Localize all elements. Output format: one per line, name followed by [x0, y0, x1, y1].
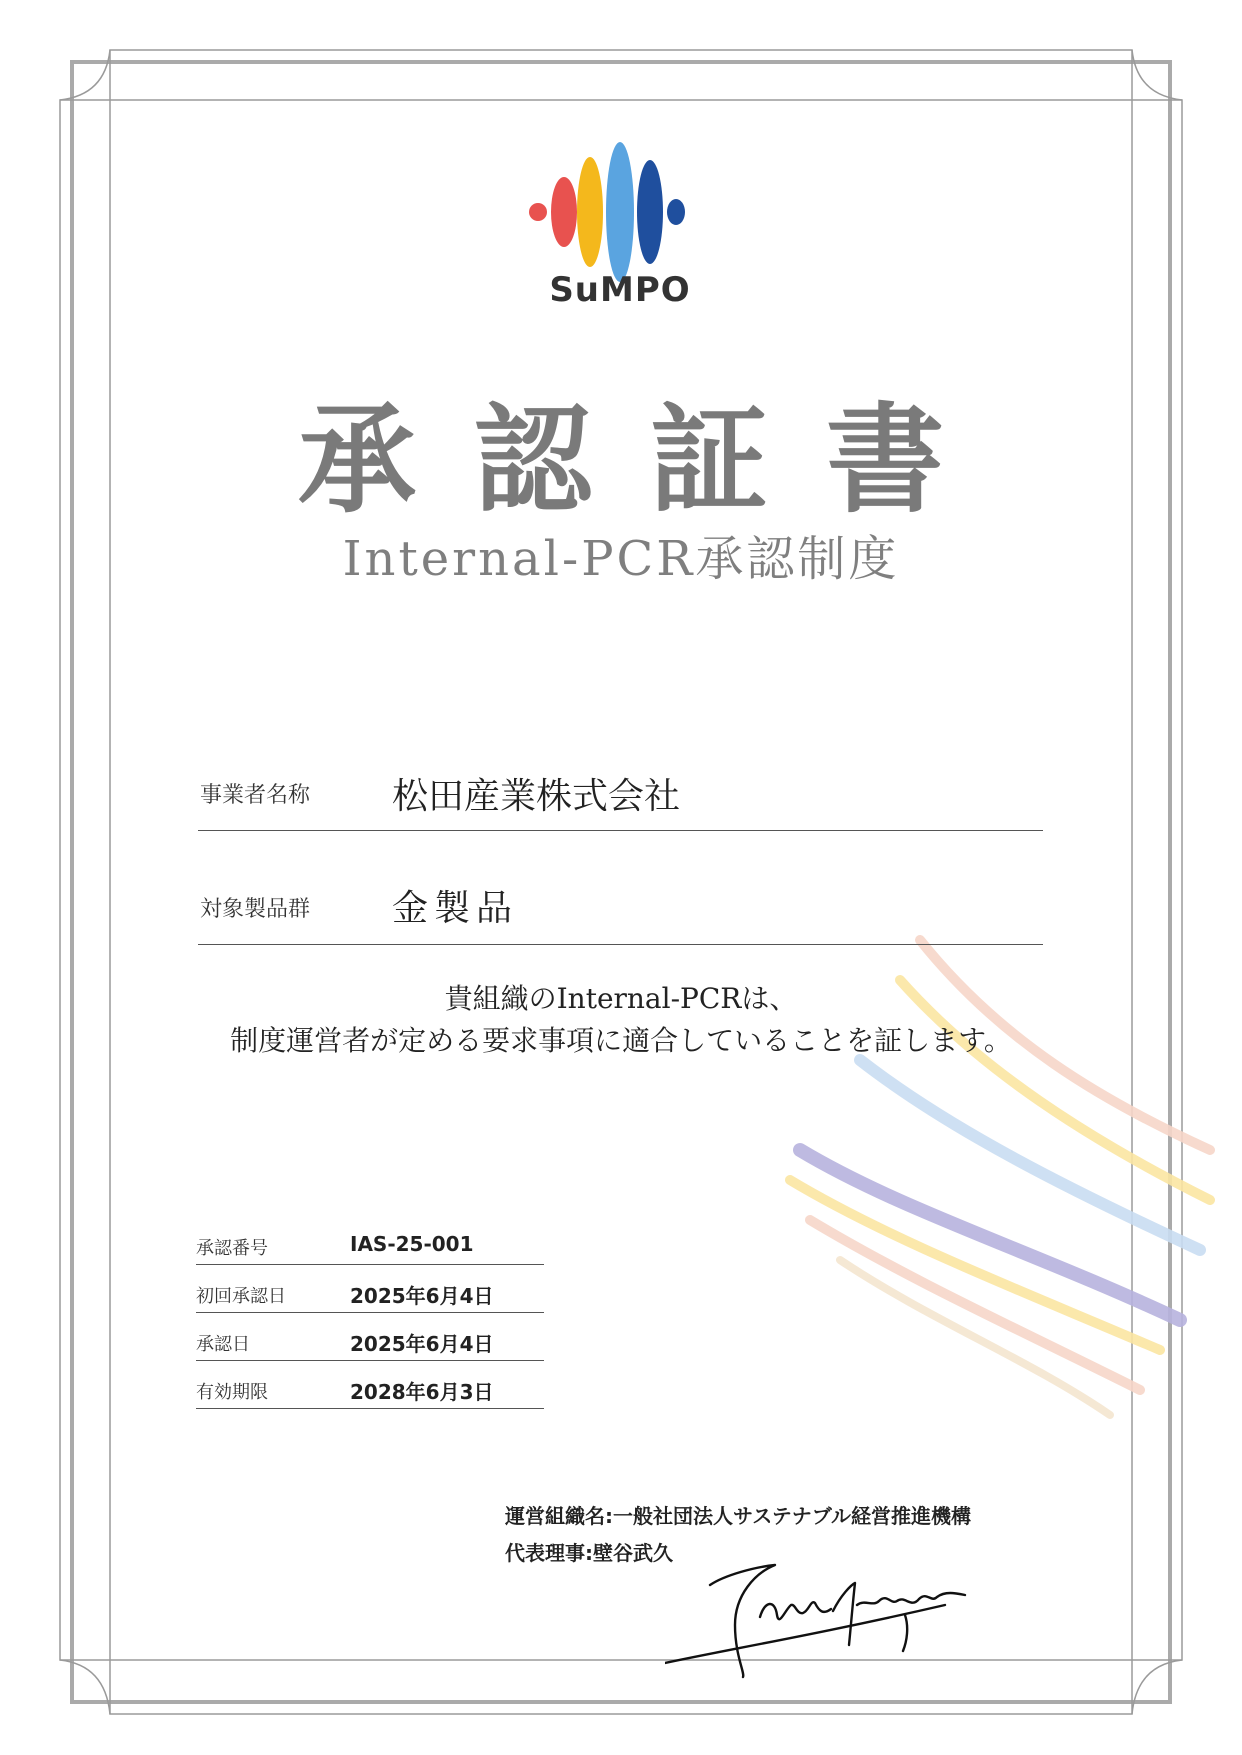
certificate-title: 承認証書 [297, 390, 1002, 529]
approval-date-label: 承認日 [196, 1334, 250, 1355]
expiry-date-label: 有効期限 [196, 1382, 268, 1403]
statement-line-2: 制度運営者が定める要求事項に適合していることを証します。 [230, 1024, 1012, 1057]
certificate-subtitle: Internal-PCR承認制度 [342, 531, 900, 587]
info-rule [196, 1408, 544, 1409]
product-rule [198, 944, 1043, 945]
approval-date-value: 2025年6月4日 [350, 1332, 494, 1356]
company-value: 松田産業株式会社 [392, 776, 681, 817]
approval-number-value: IAS-25-001 [350, 1232, 474, 1256]
logo-text: SuMPO [549, 270, 691, 310]
info-rule [196, 1360, 544, 1361]
company-label: 事業者名称 [200, 783, 311, 808]
handwritten-signature-icon [665, 1555, 1015, 1685]
statement-line-1: 貴組織のInternal-PCRは、 [444, 982, 798, 1015]
company-rule [198, 830, 1043, 831]
info-rule [196, 1312, 544, 1313]
issuer-organization: 運営組織名:一般社団法人サステナブル経営推進機構 [505, 1504, 971, 1528]
initial-approval-date-label: 初回承認日 [196, 1286, 286, 1307]
initial-approval-date-value: 2025年6月4日 [350, 1284, 494, 1308]
approval-number-label: 承認番号 [196, 1238, 268, 1259]
product-label: 対象製品群 [200, 897, 311, 922]
product-value: 金製品 [392, 888, 519, 929]
info-rule [196, 1264, 544, 1265]
issuer-representative: 代表理事:壁谷武久 [505, 1541, 673, 1565]
expiry-date-value: 2028年6月3日 [350, 1380, 494, 1404]
